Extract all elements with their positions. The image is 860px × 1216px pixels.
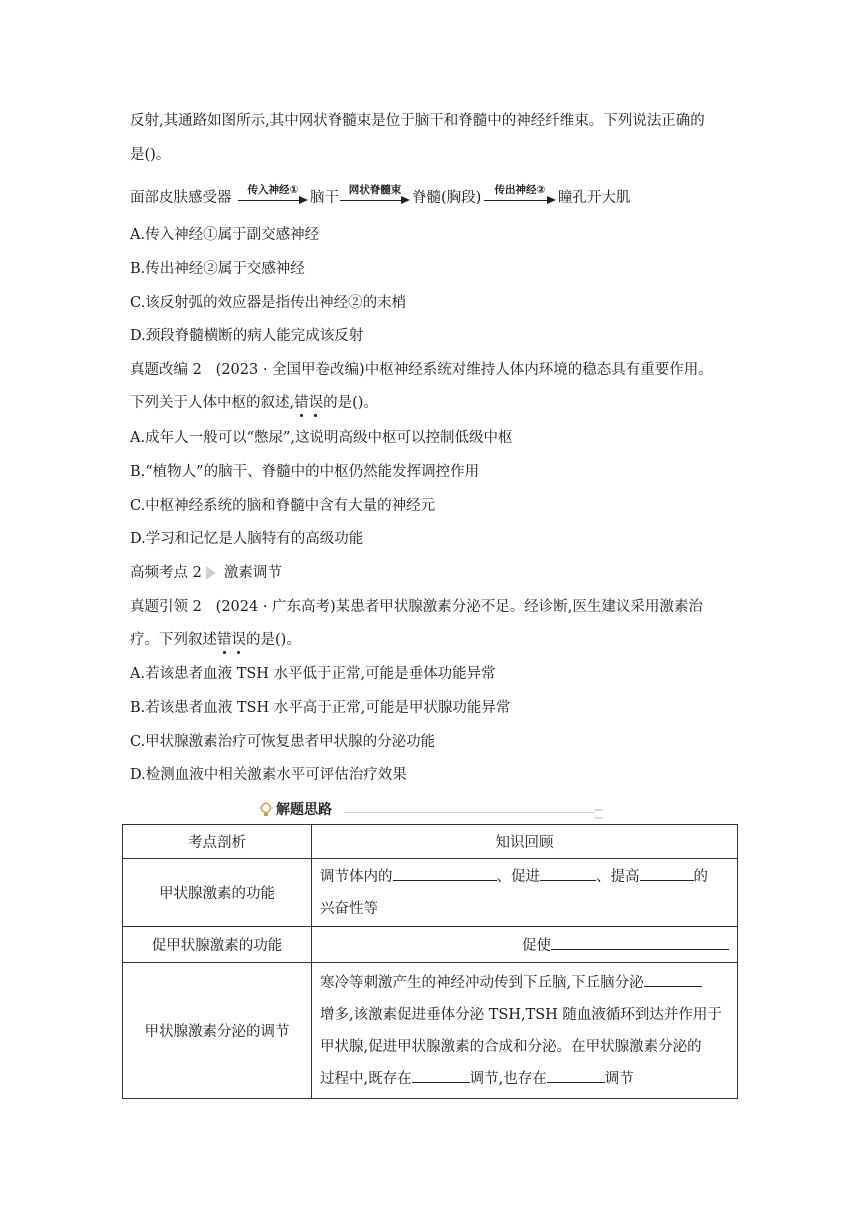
- q2-stem-line1: [130, 360, 713, 380]
- emphasis-char: 误: [231, 632, 246, 648]
- q3-stem-text: (2024 · 广东高考)某患者甲状腺激素分泌不足。经诊断,医生建议采用激素治: [215, 599, 703, 615]
- cell-text: 增多,该激素促进垂体分泌 TSH,TSH 随血液循环到达并作用于: [320, 1006, 722, 1023]
- fill-blank[interactable]: [393, 866, 497, 881]
- pathway-node-dilator-muscle: 瞳孔开大肌: [558, 190, 631, 206]
- q1-stem-line2: 是()。: [130, 147, 171, 163]
- table-row: [123, 927, 738, 963]
- q3-stem-text: 疗。下列叙述: [130, 632, 217, 648]
- cell-text: 过程中,既存在: [320, 1070, 412, 1087]
- banner-end-marks: [595, 809, 603, 819]
- cell-text: 寒冷等刺激产生的神经冲动传到下丘脑,下丘脑分泌: [320, 974, 644, 991]
- pathway-arrow-label: 传入神经①: [247, 184, 299, 196]
- section-heading: [130, 563, 282, 583]
- cell-text: 甲状腺,促进甲状腺激素的合成和分泌。在甲状腺激素分泌的: [320, 1038, 702, 1055]
- pathway-arrow-label: 传出神经②: [494, 184, 546, 196]
- pathway-arrow-efferent: [484, 182, 556, 208]
- cell-text: 促使: [522, 938, 551, 954]
- solution-approach-banner: [258, 800, 603, 820]
- pathway-arrow-reticulospinal: [340, 182, 410, 208]
- triangle-separator-icon: [202, 565, 224, 581]
- pathway-node-spinal-cord: 脊髓(胸段): [412, 190, 482, 206]
- banner-title: 解题思路: [276, 802, 332, 818]
- q2-label: 真题改编 2: [130, 362, 202, 378]
- table-row-content: [312, 963, 738, 1099]
- q2-option-c: C.中枢神经系统的脑和脊髓中含有大量的神经元: [130, 498, 436, 514]
- fill-blank[interactable]: [412, 1068, 470, 1083]
- q2-option-a: A.成年人一般可以“憋尿”,这说明高级中枢可以控制低级中枢: [130, 430, 513, 446]
- cell-text: 兴奋性等: [320, 900, 378, 917]
- q1-option-d: D.颈段脊髓横断的病人能完成该反射: [130, 328, 364, 344]
- cell-text: 调节: [604, 1070, 634, 1087]
- q1-option-b: B.传出神经②属于交感神经: [130, 261, 305, 277]
- q3-label: 真题引领 2: [130, 599, 202, 615]
- lightbulb-icon: [258, 801, 274, 819]
- emphasis-char: 误: [308, 395, 324, 411]
- cell-text: 调节体内的: [320, 868, 393, 885]
- q3-option-a: A.若该患者血液 TSH 水平低于正常,可能是垂体功能异常: [130, 666, 496, 682]
- table-header-row: [123, 825, 738, 859]
- fill-blank[interactable]: [547, 1068, 605, 1083]
- q3-option-b: B.若该患者血液 TSH 水平高于正常,可能是甲状腺功能异常: [130, 700, 511, 716]
- q3-option-c: C.甲状腺激素治疗可恢复患者甲状腺的分泌功能: [130, 734, 436, 750]
- arrow-head-icon: [299, 196, 308, 204]
- q2-stem-line2: [130, 393, 378, 413]
- table-row: [123, 859, 738, 927]
- table-row: [123, 963, 738, 1099]
- arrow-head-icon: [547, 196, 556, 204]
- fill-blank[interactable]: [551, 935, 729, 950]
- table-header-cell: 知识回顾: [312, 825, 738, 859]
- q3-stem-text: 的是()。: [246, 632, 301, 648]
- pathway-arrow-afferent: [238, 182, 308, 208]
- q3-stem-line1: [130, 597, 703, 617]
- arrow-head-icon: [401, 196, 410, 204]
- q2-stem-text: 的是()。: [323, 395, 378, 411]
- q2-stem-text: 下列关于人体中枢的叙述,: [130, 395, 295, 411]
- reflex-pathway-diagram: [130, 180, 750, 214]
- pathway-arrow-label: 网状脊髓束: [348, 184, 402, 196]
- section-label: 高频考点 2: [130, 565, 202, 581]
- table-row-label: 甲状腺激素分泌的调节: [123, 963, 312, 1099]
- q2-option-b: B.“植物人”的脑干、脊髓中的中枢仍然能发挥调控作用: [130, 464, 480, 480]
- fill-blank[interactable]: [540, 866, 596, 881]
- cell-text: 、促进: [496, 868, 540, 885]
- emphasis-char: 错: [294, 395, 309, 411]
- cell-text: 、提高: [596, 868, 640, 885]
- q1-option-c: C.该反射弧的效应器是指传出神经②的末梢: [130, 295, 407, 311]
- q3-stem-line2: [130, 630, 301, 650]
- section-title: 激素调节: [223, 565, 282, 581]
- cell-text: 调节,也存在: [469, 1070, 547, 1087]
- fill-blank[interactable]: [640, 866, 694, 881]
- table-row-label: 甲状腺激素的功能: [123, 859, 312, 927]
- pathway-node-receptor: 面部皮肤感受器: [130, 190, 232, 206]
- table-row-label: 促甲状腺激素的功能: [123, 927, 312, 963]
- pathway-node-brainstem: 脑干: [310, 190, 339, 206]
- fill-blank[interactable]: [644, 972, 702, 987]
- q1-option-a: A.传入神经①属于副交感神经: [130, 227, 320, 243]
- emphasis-char: 错: [217, 632, 232, 648]
- q1-stem-line1: 反射,其通路如图所示,其中网状脊髓束是位于脑干和脊髓中的神经纤维束。下列说法正确的: [130, 113, 705, 129]
- table-row-content: [312, 927, 738, 963]
- cell-text: 的: [693, 868, 708, 885]
- q2-stem-text: (2023 · 全国甲卷改编)中枢神经系统对维持人体内环境的稳态具有重要作用。: [215, 362, 713, 378]
- q2-option-d: D.学习和记忆是人脑特有的高级功能: [130, 531, 364, 547]
- knowledge-review-table: [122, 824, 738, 1099]
- table-row-content: [312, 859, 738, 927]
- table-header-cell: 考点剖析: [123, 825, 312, 859]
- banner-divider: [344, 812, 595, 813]
- q3-option-d: D.检测血液中相关激素水平可评估治疗效果: [130, 767, 407, 783]
